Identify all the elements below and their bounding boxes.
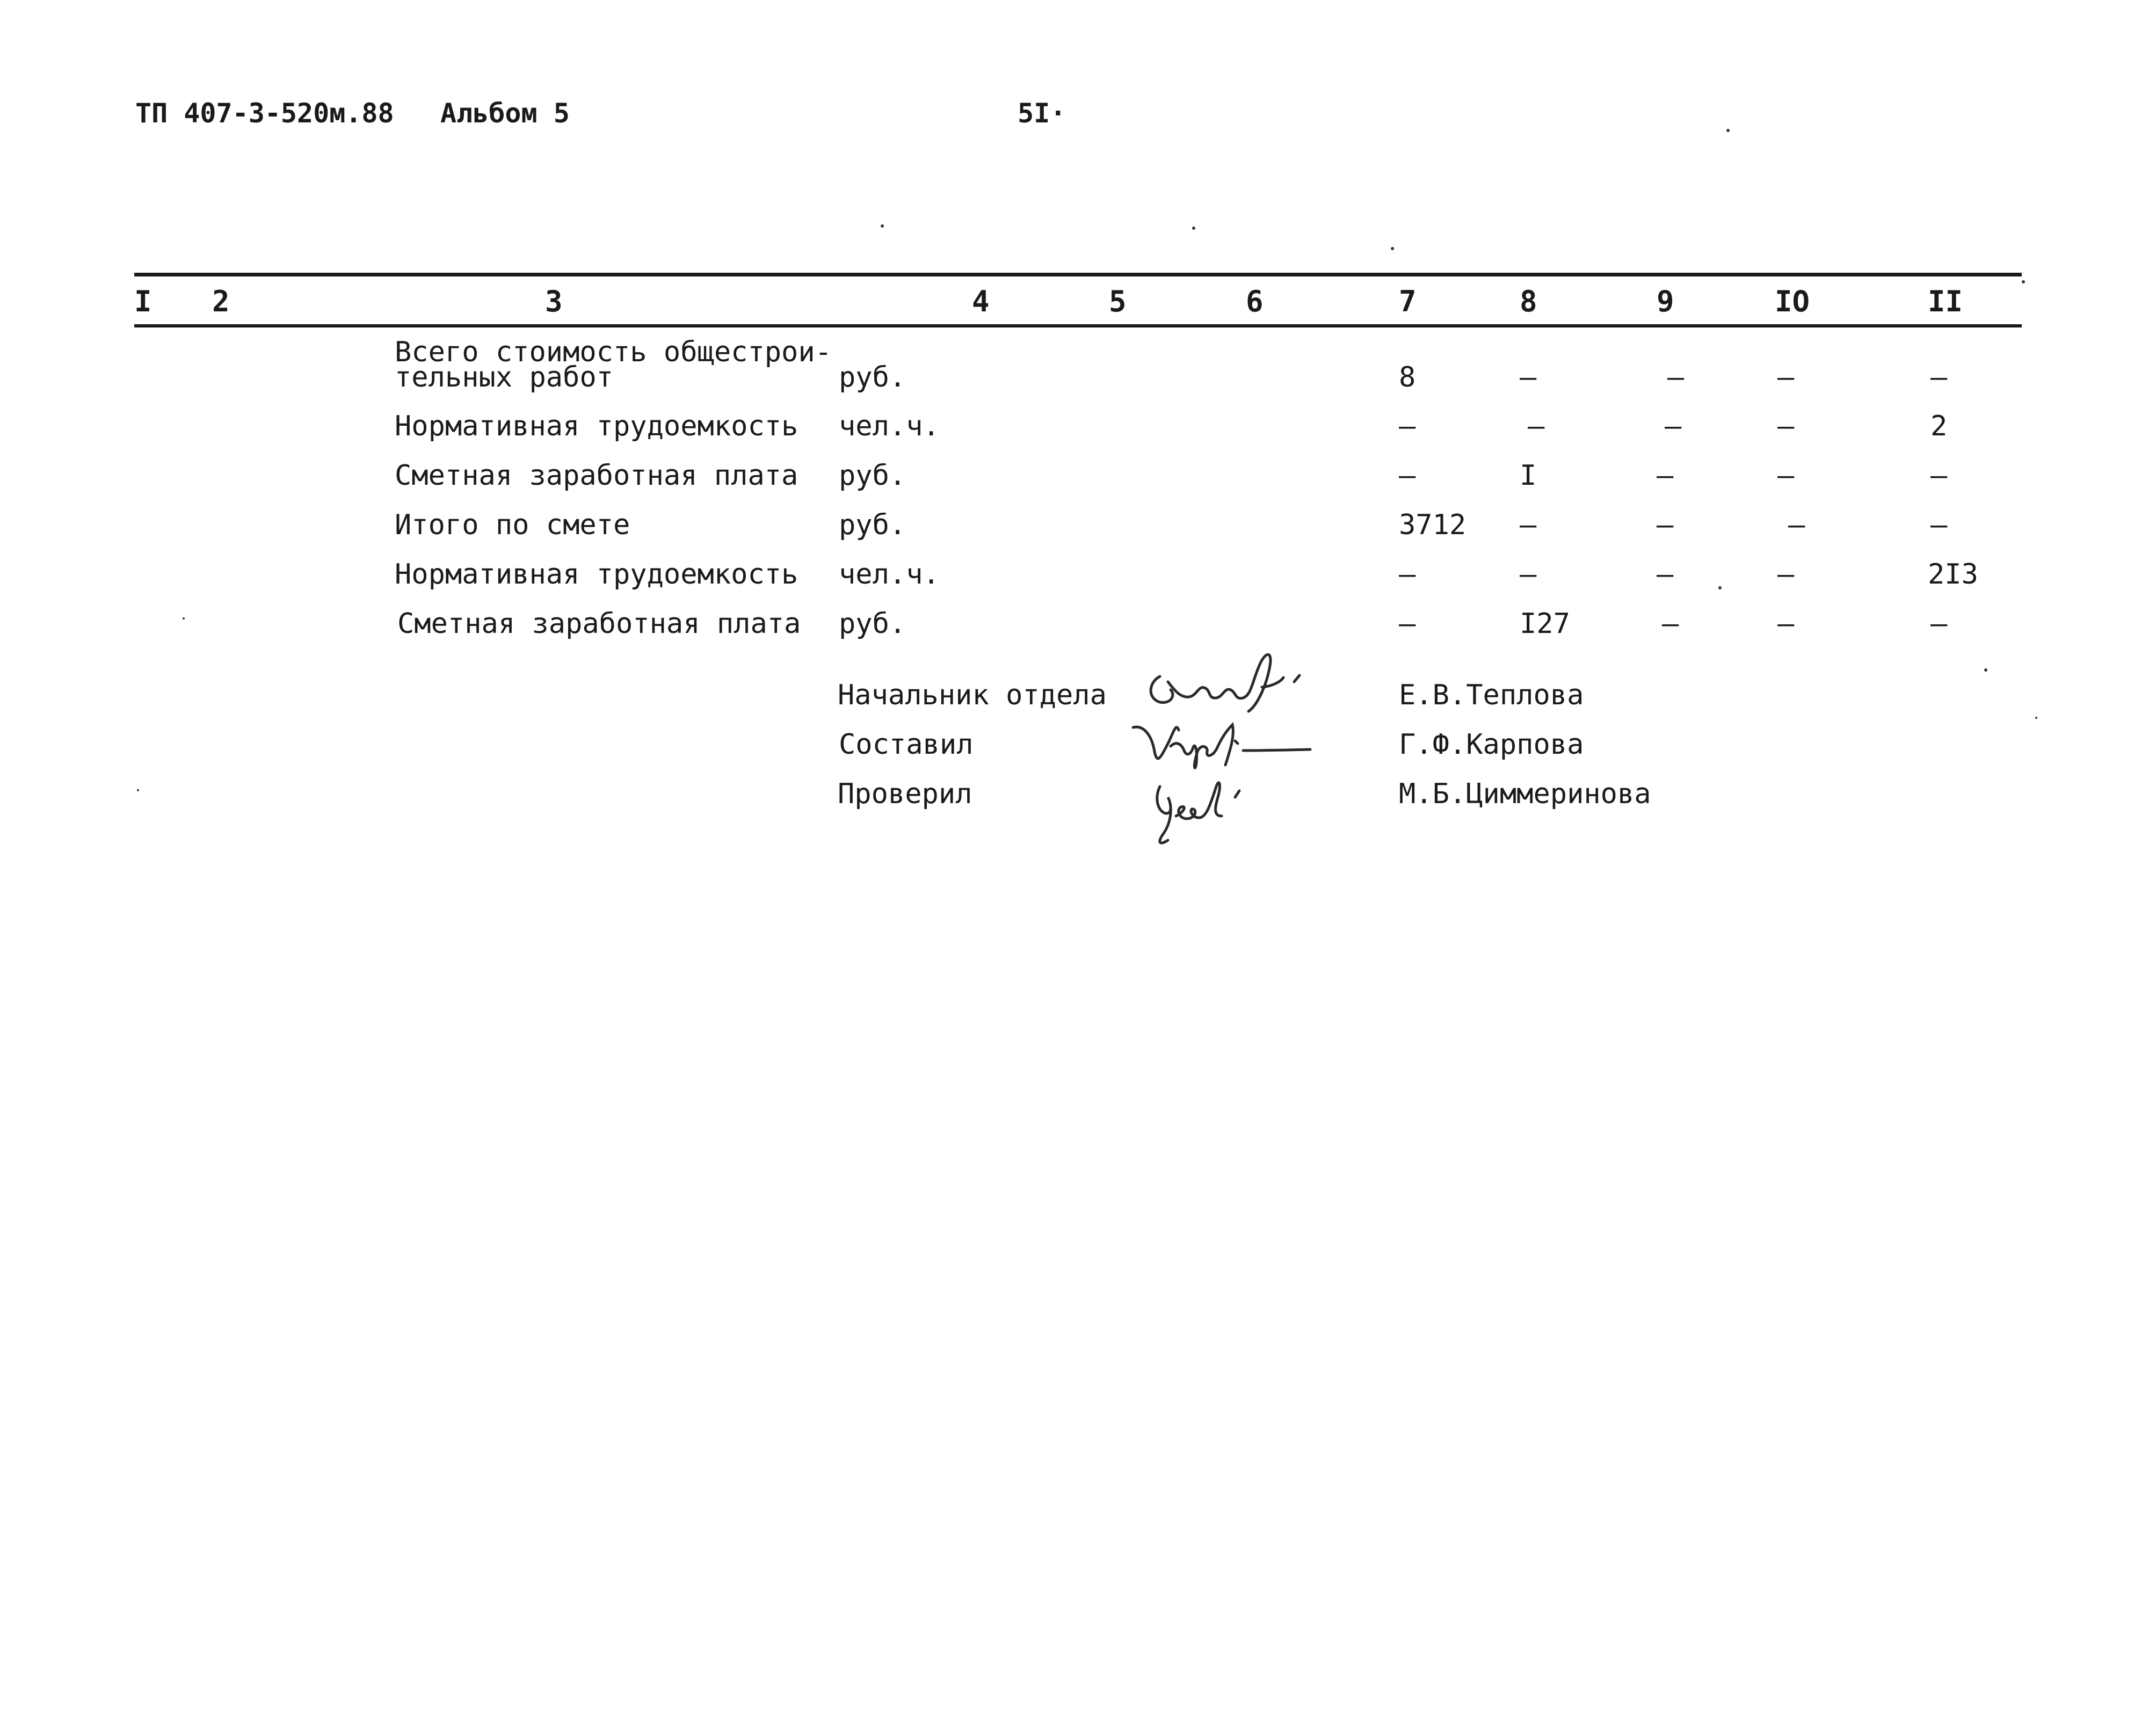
column-number-10: IO — [1775, 285, 1810, 318]
signature-role-head: Начальник отдела — [838, 679, 1107, 711]
page-number: 5I· — [1018, 98, 1066, 129]
row-6-col-10: – — [1777, 608, 1795, 640]
scan-speck — [183, 617, 185, 620]
row-3-col-7: – — [1399, 460, 1416, 492]
row-6-col-11: – — [1930, 608, 1948, 640]
scan-speck — [1984, 668, 1987, 672]
row-2-col-8: – — [1528, 410, 1545, 442]
row-2-unit: чел.ч. — [839, 410, 940, 442]
row-1-col-7: 8 — [1399, 361, 1416, 394]
row-2-col-7: – — [1399, 410, 1416, 442]
signature-name-head: Е.В.Теплова — [1399, 679, 1584, 711]
row-4-col-7: 3712 — [1399, 509, 1467, 541]
row-6-unit: руб. — [839, 608, 906, 640]
row-6-name: Сметная заработная плата — [397, 608, 801, 640]
row-5-col-8: – — [1520, 558, 1537, 591]
column-number-8: 8 — [1520, 285, 1537, 318]
album-label: Альбом 5 — [440, 98, 570, 129]
row-4-name: Итого по смете — [395, 509, 630, 541]
row-3-col-8: I — [1520, 460, 1537, 492]
scan-speck — [1718, 586, 1722, 589]
row-6-col-7: – — [1399, 608, 1416, 640]
scan-speck — [137, 789, 139, 791]
column-number-4: 4 — [972, 285, 990, 318]
row-6-col-9: – — [1662, 608, 1679, 640]
table-top-rule — [134, 273, 2022, 276]
row-5-unit: чел.ч. — [839, 558, 940, 591]
row-1-col-8: – — [1520, 361, 1537, 394]
scan-speck — [2035, 717, 2037, 719]
signature-role-checked: Проверил — [838, 778, 972, 810]
column-number-3: 3 — [545, 285, 563, 318]
scan-speck — [1726, 129, 1730, 132]
table-header-bottom-rule — [134, 324, 2022, 327]
scan-speck — [2022, 280, 2025, 283]
row-3-col-10: – — [1777, 460, 1795, 492]
row-5-name: Нормативная трудоемкость — [395, 558, 798, 591]
signature-scribble-checked — [1144, 765, 1267, 846]
signature-name-compiled: Г.Ф.Карпова — [1399, 728, 1584, 761]
row-5-col-7: – — [1399, 558, 1416, 591]
row-1-name-line-1: Всего стоимость общестрои- — [395, 336, 832, 368]
row-3-name: Сметная заработная плата — [395, 460, 798, 492]
row-5-col-11: 2I3 — [1928, 558, 1978, 591]
document-code: ТП 407-3-520м.88 — [135, 98, 394, 129]
scan-speck — [1192, 227, 1195, 230]
row-6-col-8: I27 — [1520, 608, 1570, 640]
column-number-5: 5 — [1109, 285, 1127, 318]
column-number-11: II — [1928, 285, 1963, 318]
row-2-col-9: – — [1665, 410, 1682, 442]
scan-speck — [1391, 247, 1394, 250]
row-3-col-9: – — [1657, 460, 1674, 492]
row-2-name: Нормативная трудоемкость — [395, 410, 798, 442]
row-1-name-line-2: тельных работ — [395, 361, 613, 394]
column-number-9: 9 — [1657, 285, 1674, 318]
row-1-col-9: – — [1667, 361, 1685, 394]
row-1-col-11: – — [1930, 361, 1948, 394]
row-4-col-10: – — [1788, 509, 1805, 541]
column-number-2: 2 — [212, 285, 230, 318]
row-5-col-9: – — [1657, 558, 1674, 591]
row-4-col-11: – — [1930, 509, 1948, 541]
row-4-unit: руб. — [839, 509, 906, 541]
column-number-7: 7 — [1399, 285, 1417, 318]
signature-role-compiled: Составил — [839, 728, 974, 761]
signature-scribble-head — [1138, 644, 1310, 714]
row-3-col-11: – — [1930, 460, 1948, 492]
column-number-6: 6 — [1246, 285, 1264, 318]
row-1-unit: руб. — [839, 361, 906, 394]
signature-name-checked: М.Б.Циммеринова — [1399, 778, 1651, 810]
row-4-col-8: – — [1520, 509, 1537, 541]
row-2-col-10: – — [1777, 410, 1795, 442]
row-1-col-10: – — [1777, 361, 1795, 394]
row-4-col-9: – — [1657, 509, 1674, 541]
scan-speck — [881, 224, 884, 228]
column-number-1: I — [134, 285, 152, 318]
row-2-col-11: 2 — [1930, 410, 1948, 442]
row-5-col-10: – — [1777, 558, 1795, 591]
row-3-unit: руб. — [839, 460, 906, 492]
